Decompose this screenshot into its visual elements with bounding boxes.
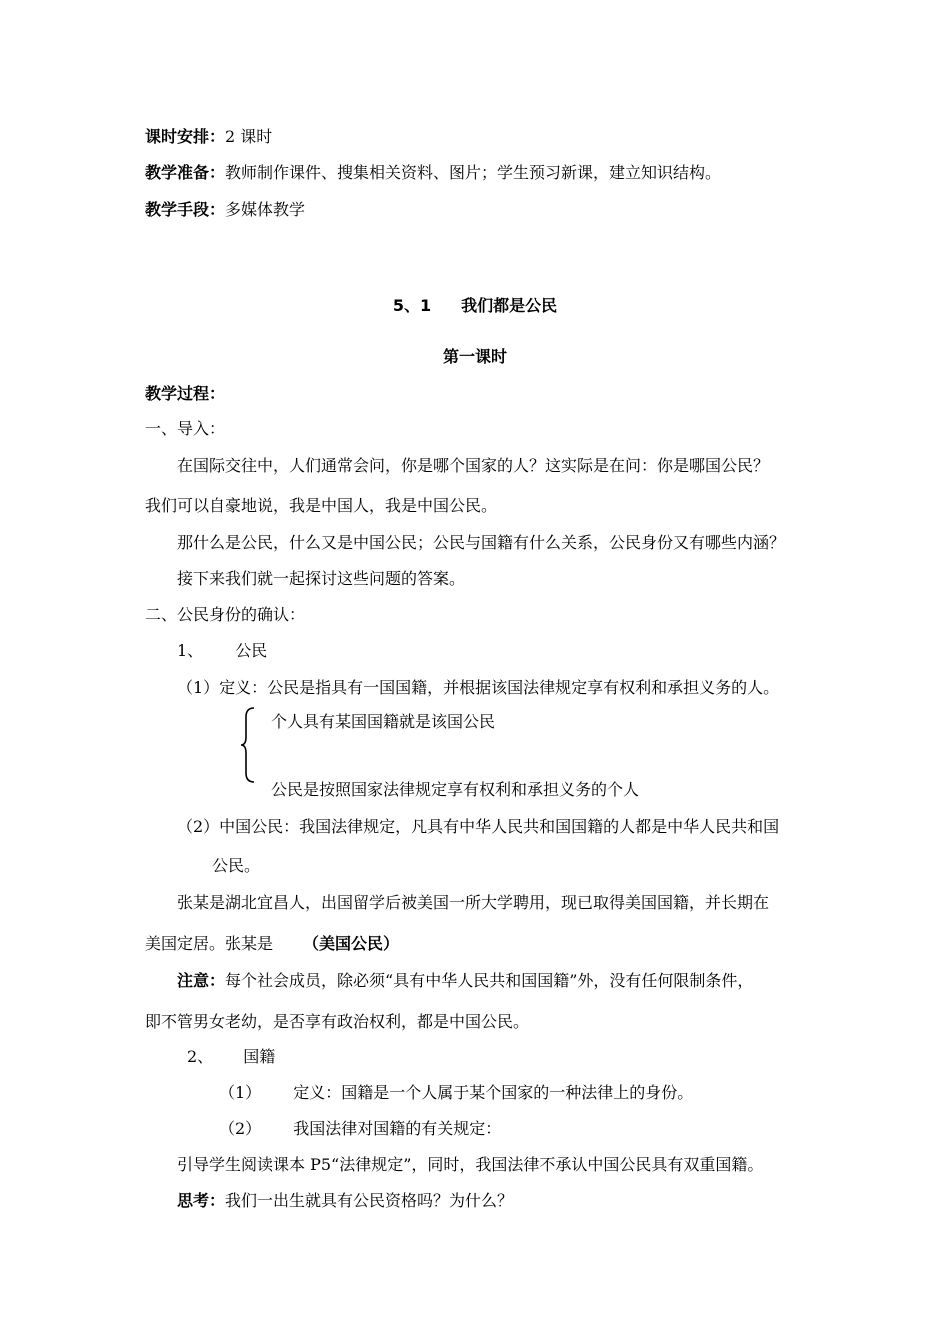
case-answer: （美国公民）	[303, 934, 400, 953]
note-line-1	[177, 971, 753, 991]
item-2-label: 国籍	[243, 1047, 276, 1066]
section-title	[0, 296, 950, 316]
brace-line-2: 公民是按照国家法律规定享有权利和承担义务的个人	[271, 780, 640, 799]
prep-line	[145, 163, 721, 183]
item-2	[187, 1047, 275, 1067]
intro-paragraph-1-line-2: 我们可以自豪地说，我是中国人，我是中国公民。	[145, 496, 498, 515]
nationality-definition-number: （1）	[219, 1083, 262, 1102]
section-title-text: 我们都是公民	[461, 296, 558, 315]
schedule-value: 2 课时	[225, 127, 273, 146]
intro-paragraph-2: 那什么是公民，什么又是中国公民；公民与国籍有什么关系，公民身份又有哪些内涵？	[177, 533, 786, 552]
prep-label: 教学准备：	[145, 163, 226, 182]
nationality-definition-text: 定义：国籍是一个人属于某个国家的一种法律上的身份。	[293, 1083, 694, 1102]
nationality-definition	[219, 1083, 693, 1103]
identity-heading: 二、公民身份的确认：	[145, 605, 306, 624]
case-line-2	[145, 934, 399, 954]
think-label: 思考：	[177, 1191, 226, 1210]
case-question: 美国定居。张某是	[145, 934, 274, 953]
intro-paragraph-3: 接下来我们就一起探讨这些问题的答案。	[177, 569, 466, 588]
means-value: 多媒体教学	[225, 200, 306, 219]
nationality-rules-text: 我国法律对国籍的有关规定：	[293, 1119, 502, 1138]
schedule-line	[145, 127, 272, 147]
note-label: 注意：	[177, 971, 226, 990]
note-text: 每个社会成员，除必须“具有中华人民共和国国籍”外，没有任何限制条件，	[225, 971, 754, 990]
item-1	[177, 641, 267, 661]
nationality-rules	[219, 1119, 501, 1139]
nationality-rules-number: （2）	[219, 1119, 262, 1138]
note-line-2: 即不管男女老幼，是否享有政治权利，都是中国公民。	[145, 1012, 530, 1031]
lesson-title: 第一课时	[442, 347, 507, 366]
chinese-citizen-line-1: （2）中国公民：我国法律规定，凡具有中华人民共和国国籍的人都是中华人民共和国	[177, 817, 780, 836]
process-label: 教学过程：	[145, 384, 226, 403]
chinese-citizen-line-2: 公民。	[212, 856, 261, 875]
case-line-1: 张某是湖北宜昌人，出国留学后被美国一所大学聘用，现已取得美国国籍，并长期在	[177, 893, 770, 912]
schedule-label: 课时安排：	[145, 127, 226, 146]
brace-line-1: 个人具有某国国籍就是该国公民	[271, 712, 496, 731]
citizen-definition: （1）定义：公民是指具有一国国籍，并根据该国法律规定享有权利和承担义务的人。	[177, 678, 780, 697]
item-2-number: 2、	[187, 1047, 214, 1066]
item-1-label: 公民	[235, 641, 268, 660]
intro-paragraph-1-line-1: 在国际交往中，人们通常会问，你是哪个国家的人？这实际是在问：你是哪国公民？	[177, 456, 770, 475]
means-line	[145, 200, 305, 220]
curly-brace-icon	[240, 707, 256, 783]
intro-heading: 一、导入：	[145, 419, 226, 438]
means-label: 教学手段：	[145, 200, 226, 219]
prep-value: 教师制作课件、搜集相关资料、图片；学生预习新课，建立知识结构。	[225, 163, 722, 182]
item-1-number: 1、	[177, 641, 204, 660]
section-number: 5、1	[392, 296, 432, 315]
think-text: 我们一出生就具有公民资格吗？为什么？	[225, 1191, 514, 1210]
guide-line: 引导学生阅读课本 P5“法律规定”，同时，我国法律不承认中国公民具有双重国籍。	[177, 1155, 764, 1174]
think-line	[177, 1191, 513, 1211]
